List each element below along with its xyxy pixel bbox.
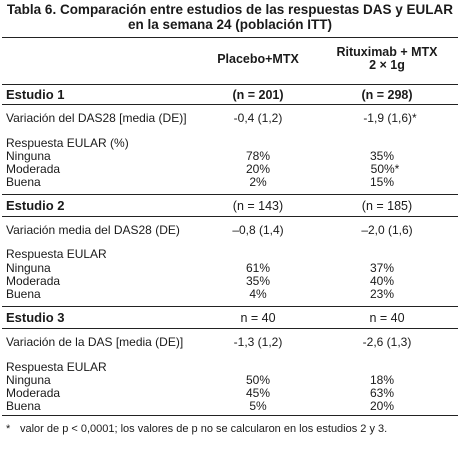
- table-title: [0, 2, 460, 32]
- study1-das-rituximab: -1,9 (1,6)*: [363, 111, 417, 125]
- study1-eular-label: Respuesta EULAR (%): [6, 136, 129, 150]
- rule-study3-bottom: [2, 328, 458, 329]
- study2-das-placebo: –0,8 (1,4): [232, 223, 284, 237]
- study3-moderada-rituximab: 63%: [369, 386, 395, 400]
- study1-n-rituximab: (n = 298): [361, 88, 413, 102]
- study2-n-placebo: (n = 143): [232, 199, 284, 213]
- study3-das-placebo: -1,3 (1,2): [233, 335, 283, 349]
- column-header-rituximab: [322, 46, 452, 72]
- table-title-line2: en la semana 24 (población ITT): [127, 17, 333, 32]
- study3-das-rituximab: -2,6 (1,3): [362, 335, 412, 349]
- study1-ninguna-label: Ninguna: [6, 149, 51, 163]
- study3-moderada-label: Moderada: [6, 386, 61, 400]
- study2-das-label: Variación media del DAS28 (DE): [6, 223, 180, 237]
- rule-study2-bottom: [2, 216, 458, 217]
- study3-moderada-placebo: 45%: [245, 386, 271, 400]
- rule-study3-top: [2, 306, 458, 307]
- study3-buena-rituximab: 20%: [369, 399, 395, 413]
- study1-moderada-placebo: 20%: [245, 162, 271, 176]
- study2-ninguna-rituximab: 37%: [369, 261, 395, 275]
- study3-ninguna-label: Ninguna: [6, 373, 51, 387]
- study2-n-rituximab: (n = 185): [361, 199, 413, 213]
- study1-moderada-label: Moderada: [6, 162, 61, 176]
- table-title-line1: Tabla 6. Comparación entre estudios de las respuestas DAS y EULAR: [6, 2, 454, 17]
- study3-das-label: Variación de la DAS [media (DE)]: [6, 335, 184, 349]
- rule-study2-top: [2, 194, 458, 195]
- study2-ninguna-placebo: 61%: [245, 261, 271, 275]
- rule-study1-bottom: [2, 104, 458, 105]
- study3-ninguna-placebo: 50%: [245, 373, 271, 387]
- study2-buena-placebo: 4%: [249, 287, 267, 301]
- study2-moderada-placebo: 35%: [245, 274, 271, 288]
- study1-das-placebo: -0,4 (1,2): [233, 111, 283, 125]
- study1-ninguna-rituximab: 35%: [369, 149, 395, 163]
- rule-study1-top: [2, 84, 458, 85]
- study2-buena-rituximab: 23%: [369, 287, 395, 301]
- column-header-rituximab-line2: 2 × 1g: [369, 58, 405, 72]
- study1-n-placebo: (n = 201): [232, 88, 284, 102]
- study2-moderada-rituximab: 40%: [369, 274, 395, 288]
- study2-moderada-label: Moderada: [6, 274, 61, 288]
- study1-buena-rituximab: 15%: [369, 175, 395, 189]
- bottom-rule: [2, 415, 458, 416]
- study3-n-placebo: n = 40: [240, 311, 276, 325]
- study1-buena-label: Buena: [6, 175, 41, 189]
- study3-eular-label: Respuesta EULAR: [6, 360, 107, 374]
- column-header-rituximab-line1: Rituximab + MTX: [336, 45, 438, 59]
- top-rule: [2, 37, 458, 38]
- footnote-marker: *: [6, 423, 11, 435]
- study3-buena-label: Buena: [6, 399, 41, 413]
- study3-name: Estudio 3: [6, 310, 65, 325]
- footnote-text: valor de p < 0,0001; los valores de p no se calcularon en los estudios 2 y 3.: [20, 423, 388, 435]
- study3-buena-placebo: 5%: [249, 399, 267, 413]
- study2-ninguna-label: Ninguna: [6, 261, 51, 275]
- study2-eular-label: Respuesta EULAR: [6, 247, 107, 261]
- study1-name: Estudio 1: [6, 87, 65, 102]
- column-header-placebo: Placebo+MTX: [217, 52, 299, 66]
- study2-name: Estudio 2: [6, 198, 65, 213]
- study3-ninguna-rituximab: 18%: [369, 373, 395, 387]
- study1-das-label: Variación del DAS28 [media (DE)]: [6, 111, 187, 125]
- study1-moderada-rituximab: 50%*: [370, 162, 400, 176]
- study1-ninguna-placebo: 78%: [245, 149, 271, 163]
- study2-das-rituximab: –2,0 (1,6): [361, 223, 413, 237]
- study1-buena-placebo: 2%: [249, 175, 267, 189]
- study2-buena-label: Buena: [6, 287, 41, 301]
- study3-n-rituximab: n = 40: [369, 311, 405, 325]
